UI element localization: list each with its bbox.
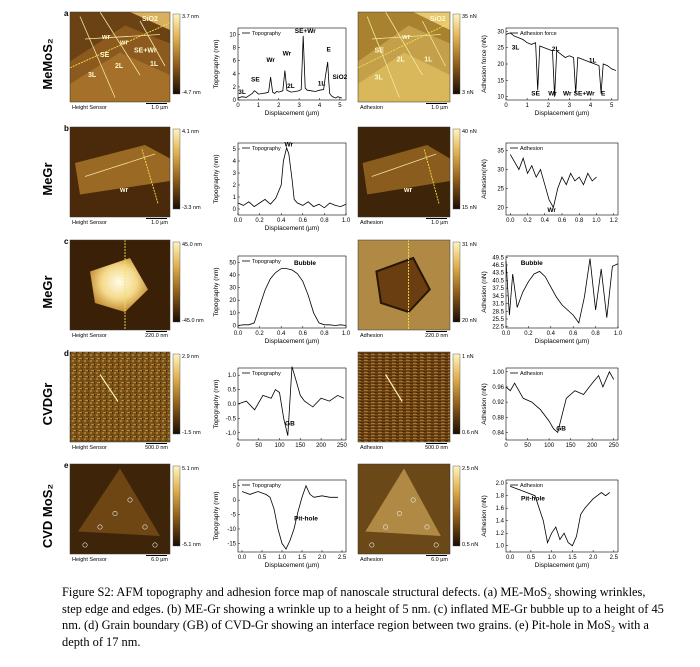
x-tick-label: 1.5 [568, 555, 577, 561]
x-tick-label: 0.0 [506, 218, 515, 224]
annotation: Wr [266, 57, 275, 65]
y-tick-label: 49.5 [492, 255, 504, 262]
x-tick-label: 150 [295, 443, 306, 449]
scale-bar-label: 220.0 nm [145, 333, 168, 339]
y-tick-label: -10 [227, 526, 236, 533]
legend-label: Topography [252, 146, 281, 152]
x-tick-label: 0.8 [320, 331, 329, 337]
height-image-a [70, 12, 201, 111]
scale-bar-label: 1.0 µm [151, 105, 168, 111]
height-image-c [70, 240, 204, 339]
annotation: SE+Wr [573, 90, 595, 98]
x-axis-label: Displacement (µm) [264, 338, 320, 345]
image-label: SE [100, 52, 110, 59]
panel-letter: c [64, 237, 69, 246]
plot-frame [238, 480, 346, 552]
x-tick-label: 3 [297, 103, 301, 109]
x-tick-label: 0.0 [501, 331, 511, 337]
chart-e-adhesion [481, 480, 619, 569]
colorbar [173, 242, 180, 322]
sensor-label: Adhesion [360, 445, 383, 451]
image-label: wr [404, 186, 413, 194]
x-tick-label: 0.8 [320, 218, 329, 224]
annotation: GB [285, 420, 295, 428]
colorbar-max-label: 1 nN [462, 354, 474, 360]
image-label: SE [374, 47, 384, 55]
panel-letter: e [64, 461, 69, 470]
x-tick-label: 1 [256, 103, 261, 109]
legend-label: Adhesion [520, 483, 543, 489]
y-axis-label: Topography (nm) [213, 491, 220, 541]
chart-d-topography [213, 367, 348, 449]
adh-image-e [358, 464, 478, 563]
image-bg [358, 352, 450, 442]
x-tick-label: 0.2 [524, 331, 533, 337]
annotation: Wr [548, 90, 557, 98]
y-tick-label: 2 [232, 183, 236, 189]
y-tick-label: 0.96 [492, 384, 504, 391]
colorbar [453, 354, 460, 434]
colorbar-max-label: 5.1 nm [182, 466, 199, 472]
legend-label: Adhesion [520, 371, 543, 377]
caption-figure-label: Figure S2: [62, 585, 117, 599]
x-tick-label: 0 [236, 103, 240, 109]
annotation: E [601, 90, 606, 98]
colorbar-max-label: 45.0 nm [182, 242, 202, 248]
y-tick-label: 6 [232, 58, 236, 65]
scale-bar-label: 6.0 µm [431, 557, 448, 563]
scale-bar-label: 1.0 µm [151, 220, 168, 226]
y-axis-label: Adhesion (nN) [481, 271, 488, 313]
image-label: 1L [424, 56, 433, 64]
y-axis-label: Topography (nm) [213, 39, 220, 89]
colorbar-min-label: 3 nN [462, 90, 474, 96]
annotation: SE [531, 90, 540, 98]
image-label: wr [102, 34, 111, 41]
y-tick-label: 10 [229, 310, 236, 317]
colorbar [453, 14, 460, 94]
x-tick-label: 0.4 [277, 331, 286, 337]
adh-image-d [358, 352, 478, 451]
annotation: 3L [238, 89, 246, 97]
y-tick-label: 30 [229, 285, 236, 292]
row-label: MeGr [40, 162, 55, 196]
colorbar [173, 14, 180, 94]
scale-bar-label: 220.0 nm [425, 333, 448, 339]
image-content [70, 352, 170, 442]
y-tick-label: 0.88 [492, 415, 504, 422]
sensor-label: Adhesion [360, 557, 383, 563]
chart-a-adhesion [481, 28, 618, 117]
y-tick-label: -5 [230, 512, 236, 519]
legend-label: Adhesion [520, 146, 543, 152]
y-tick-label: 1 [232, 195, 236, 201]
y-tick-label: 35 [497, 148, 504, 155]
adh-image-c [358, 240, 477, 339]
x-axis-label: Displacement (µm) [264, 110, 320, 117]
panel-letter: a [64, 9, 69, 18]
y-tick-label: 2 [232, 84, 236, 91]
colorbar [173, 354, 180, 434]
image-label: 3L [88, 71, 97, 79]
y-tick-label: 20 [229, 298, 236, 305]
chart-d-adhesion [481, 368, 619, 449]
image-content [358, 352, 450, 442]
x-tick-label: 0.0 [237, 555, 247, 561]
x-tick-label: 5 [609, 103, 614, 109]
legend-label: Topography [252, 259, 281, 265]
caption-text: AFM topography and adhesion force map of nanoscale structural defects. (a) ME-MoS₂ showing wrinkles, step edge and edges. (b) ME-Gr showing a wrinkle up to a height of 5 nm. (c) inflated ME-Gr bubble up to a height of 45 nm. (d) Grain boundary (GB) of CVD-Gr showing an interface region between two grains. (e) Pit-hole in MoS₂ with a depth of 17 nm. [62, 585, 664, 649]
image-content [358, 464, 450, 554]
y-axis-label: Topography (nm) [213, 379, 220, 429]
x-tick-label: 0.0 [233, 331, 243, 337]
colorbar-min-label: -45.0 nm [182, 318, 204, 324]
x-tick-label: 2.0 [588, 555, 598, 561]
x-tick-label: 4 [317, 103, 322, 109]
image-content [70, 240, 170, 330]
x-tick-label: 4 [588, 103, 593, 109]
y-tick-label: 25 [497, 186, 504, 193]
y-tick-label: 1.6 [495, 506, 504, 513]
x-tick-label: 0.5 [257, 555, 267, 561]
sensor-label: Adhesion [360, 220, 383, 226]
y-tick-label: 8 [232, 45, 236, 52]
x-tick-label: 2.5 [609, 555, 619, 561]
annotation: 2L [287, 83, 295, 91]
chart-e-topography [213, 480, 347, 569]
chart-b-topography [213, 142, 351, 232]
annotation: SE [250, 76, 260, 84]
y-tick-label: 0 [232, 323, 236, 330]
y-tick-label: 0.84 [492, 430, 504, 437]
y-axis-label: Topography (nm) [213, 267, 220, 317]
y-tick-label: 50 [229, 260, 236, 267]
x-tick-label: 0.0 [233, 218, 243, 224]
image-content [358, 240, 450, 330]
sensor-label: Adhesion [360, 333, 383, 339]
row-label: MeMoS₂ [40, 38, 55, 90]
annotation: Wr [563, 90, 572, 98]
scale-bar-label: 1.0 µm [431, 220, 448, 226]
annotation: SiO2 [332, 74, 348, 82]
plot-frame [506, 143, 618, 215]
annotation: 1L [588, 57, 597, 65]
plot-frame [238, 368, 346, 440]
y-tick-label: 22.5 [492, 324, 504, 331]
x-axis-label: Displacement (µm) [264, 562, 320, 569]
x-axis-label: Displacement (µm) [534, 562, 590, 569]
y-tick-label: 30 [497, 29, 504, 36]
colorbar-min-label: -1.5 nm [182, 430, 201, 436]
y-axis-label: Adhesion (nN) [481, 383, 488, 425]
y-tick-label: 1.2 [495, 531, 504, 538]
y-tick-label: 5 [232, 147, 236, 153]
plot-frame [238, 256, 346, 328]
colorbar-max-label: 4.1 nm [182, 129, 199, 135]
y-tick-label: 43.5 [492, 270, 504, 277]
image-label: 2L [115, 62, 124, 70]
colorbar [453, 242, 460, 322]
x-tick-label: 1.0 [341, 218, 351, 224]
colorbar-min-label: 0.5 nN [462, 542, 479, 548]
height-image-e [70, 464, 201, 563]
annotation: GB [556, 425, 567, 433]
x-tick-label: 0 [236, 443, 240, 449]
y-tick-label: 1.8 [495, 493, 504, 500]
x-tick-label: 1.0 [592, 218, 601, 224]
x-tick-label: 0.0 [505, 555, 515, 561]
colorbar-min-label: 20 nN [462, 318, 477, 324]
legend-label: Topography [252, 371, 281, 377]
x-tick-label: 0.6 [298, 331, 307, 337]
y-tick-label: 10 [497, 94, 504, 101]
x-tick-label: 0.4 [540, 218, 549, 224]
chart-c-adhesion [481, 255, 623, 345]
x-tick-label: 3 [567, 103, 572, 109]
panel-letter: b [64, 124, 69, 133]
x-tick-label: 2.0 [317, 555, 327, 561]
x-tick-label: 2 [277, 103, 281, 109]
x-tick-label: 0.2 [523, 218, 532, 224]
annotation: Wr [547, 206, 556, 214]
x-tick-label: 50 [524, 443, 531, 449]
y-tick-label: 1.00 [492, 369, 504, 376]
annotation: Pit-hole [294, 515, 318, 523]
image-label: 2L [396, 56, 405, 64]
annotation: 1L [317, 80, 326, 88]
colorbar-max-label: 3.7 nm [182, 14, 199, 20]
annotation: Wr [284, 141, 294, 149]
colorbar-max-label: 35 nN [462, 14, 477, 20]
legend-label: Adhesion force [520, 31, 557, 37]
y-tick-label: 15 [497, 78, 504, 85]
sensor-label: Height Sensor [72, 220, 107, 226]
y-tick-label: 25.5 [492, 317, 504, 323]
annotation: Wr [282, 50, 292, 58]
sensor-label: Height Sensor [72, 105, 107, 111]
chart-a-topography [213, 28, 348, 117]
x-tick-label: 0.2 [255, 218, 264, 224]
x-tick-label: 0.4 [277, 218, 286, 224]
image-content [70, 464, 170, 554]
x-tick-label: 1.0 [547, 555, 556, 561]
y-tick-label: 37.5 [492, 286, 504, 293]
colorbar-min-label: 15 nN [462, 205, 477, 211]
y-tick-label: 4 [232, 159, 236, 165]
x-tick-label: 1 [525, 103, 529, 109]
y-tick-label: 34.5 [492, 293, 504, 300]
x-axis-label: Displacement (µm) [534, 338, 590, 345]
y-tick-label: -0.5 [225, 416, 236, 423]
figure-caption [62, 584, 668, 650]
y-tick-label: 40.5 [492, 278, 504, 285]
y-tick-label: 30 [497, 167, 504, 174]
x-tick-label: 1.0 [613, 331, 623, 337]
sensor-label: Adhesion [360, 105, 383, 111]
y-tick-label: 46.5 [492, 263, 504, 269]
row-label: MeGr [40, 275, 55, 309]
x-tick-label: 100 [544, 443, 555, 449]
x-tick-label: 0.8 [575, 218, 584, 224]
scale-bar-label: 6.0 µm [151, 557, 168, 563]
annotation: Bubble [293, 259, 316, 267]
colorbar-min-label: 0.6 nN [462, 430, 479, 436]
image-label: 1L [150, 61, 159, 68]
x-tick-label: 0.6 [569, 331, 578, 337]
row-label: CVDGr [40, 382, 55, 426]
y-axis-label: Topography (nm) [213, 154, 220, 204]
x-tick-label: 200 [316, 443, 327, 449]
x-tick-label: 1.0 [277, 555, 287, 561]
y-tick-label: 5 [232, 483, 236, 490]
x-tick-label: 0 [504, 103, 508, 109]
scale-bar-label: 500.0 nm [145, 445, 168, 451]
x-tick-label: 250 [336, 443, 347, 449]
y-tick-label: 0.92 [492, 400, 504, 407]
y-tick-label: 1.0 [227, 373, 236, 380]
x-tick-label: 2.5 [337, 555, 347, 561]
annotation: SE+Wr [294, 28, 316, 36]
x-axis-label: Displacement (µm) [264, 225, 320, 232]
scale-bar-label: 500.0 nm [425, 445, 448, 451]
height-image-d [70, 352, 201, 451]
y-axis-label: Adhesion force (nN) [481, 35, 488, 93]
colorbar-max-label: 2.9 nm [182, 354, 199, 360]
colorbar-min-label: -4.7 nm [182, 90, 201, 96]
colorbar-max-label: 2.5 nN [462, 466, 479, 472]
annotation: Bubble [520, 260, 543, 267]
image-content [70, 12, 170, 102]
colorbar-max-label: 40 nN [462, 129, 477, 135]
annotation: E [326, 46, 331, 54]
image-content [70, 127, 170, 217]
legend-label: Topography [252, 31, 281, 37]
colorbar [453, 466, 460, 546]
y-tick-label: 2.0 [495, 481, 504, 488]
x-tick-label: 0 [504, 443, 508, 449]
x-tick-label: 0.5 [526, 555, 536, 561]
x-tick-label: 50 [255, 443, 263, 449]
x-tick-label: 0.8 [591, 331, 600, 337]
colorbar-min-label: -5.1 nm [182, 542, 201, 548]
row-label: CVD MoS₂ [40, 483, 55, 549]
y-tick-label: 25 [497, 45, 504, 52]
y-tick-label: 20 [497, 205, 504, 212]
x-tick-label: 1.5 [297, 555, 307, 561]
adh-image-b [358, 127, 477, 226]
image-content [358, 127, 450, 217]
y-tick-label: -15 [227, 541, 236, 548]
colorbar [453, 129, 460, 209]
colorbar-min-label: -3.3 nm [182, 205, 201, 211]
image-label: wr [120, 186, 129, 194]
image-bg [70, 352, 170, 442]
annotation: 3L [511, 44, 520, 52]
sensor-label: Height Sensor [72, 333, 107, 339]
x-tick-label: 200 [587, 443, 598, 449]
chart-b-adhesion [481, 143, 619, 224]
y-tick-label: 0 [232, 98, 236, 104]
y-tick-label: 10 [229, 32, 236, 39]
colorbar-max-label: 31 nN [462, 242, 477, 248]
y-tick-label: 31.5 [492, 301, 504, 308]
x-tick-label: 5 [338, 103, 342, 109]
x-tick-label: 1.2 [609, 218, 618, 224]
x-tick-label: 1.0 [341, 331, 351, 337]
y-tick-label: 20 [497, 62, 504, 68]
scale-bar-label: 1.0 µm [431, 105, 448, 111]
chart-c-topography [213, 256, 351, 345]
x-tick-label: 0.4 [546, 331, 555, 337]
image-label: SiO2 [142, 16, 158, 23]
y-tick-label: 0 [232, 207, 236, 213]
sensor-label: Height Sensor [72, 445, 107, 451]
y-tick-label: 28.5 [492, 309, 504, 316]
legend-label: Topography [252, 483, 281, 489]
y-tick-label: 40 [229, 272, 236, 279]
image-label: wr [120, 39, 129, 47]
colorbar [173, 129, 180, 209]
y-tick-label: 0.0 [227, 402, 236, 408]
image-label: wr [402, 34, 411, 41]
annotation: Pit-hole [521, 495, 545, 503]
x-tick-label: 100 [274, 443, 285, 449]
y-tick-label: 4 [232, 71, 236, 78]
x-tick-label: 0.6 [557, 218, 567, 224]
adh-image-a [358, 12, 477, 111]
image-label: SE+Wr [134, 47, 157, 55]
y-tick-label: 1.0 [495, 543, 504, 550]
x-tick-label: 0.6 [298, 218, 307, 224]
x-tick-label: 2 [546, 103, 550, 109]
x-tick-label: 150 [565, 443, 576, 449]
panel-letter: d [64, 349, 69, 358]
y-tick-label: -1.0 [225, 430, 236, 437]
x-tick-label: 250 [608, 443, 619, 449]
height-image-b [70, 127, 201, 226]
y-tick-label: 3 [232, 171, 236, 177]
y-tick-label: 0.5 [227, 387, 236, 394]
y-tick-label: 0 [232, 498, 236, 505]
image-label: 3L [374, 74, 383, 82]
y-axis-label: Adhesion (nN) [481, 495, 488, 537]
x-axis-label: Displacement (µm) [534, 110, 590, 117]
y-tick-label: 1.4 [495, 518, 504, 525]
annotation: 2L [551, 45, 560, 53]
y-axis-label: Adhesion(nN) [481, 159, 488, 199]
sensor-label: Height Sensor [72, 557, 107, 563]
colorbar [173, 466, 180, 546]
image-label: SiO2 [429, 16, 446, 23]
x-tick-label: 0.2 [255, 331, 264, 337]
